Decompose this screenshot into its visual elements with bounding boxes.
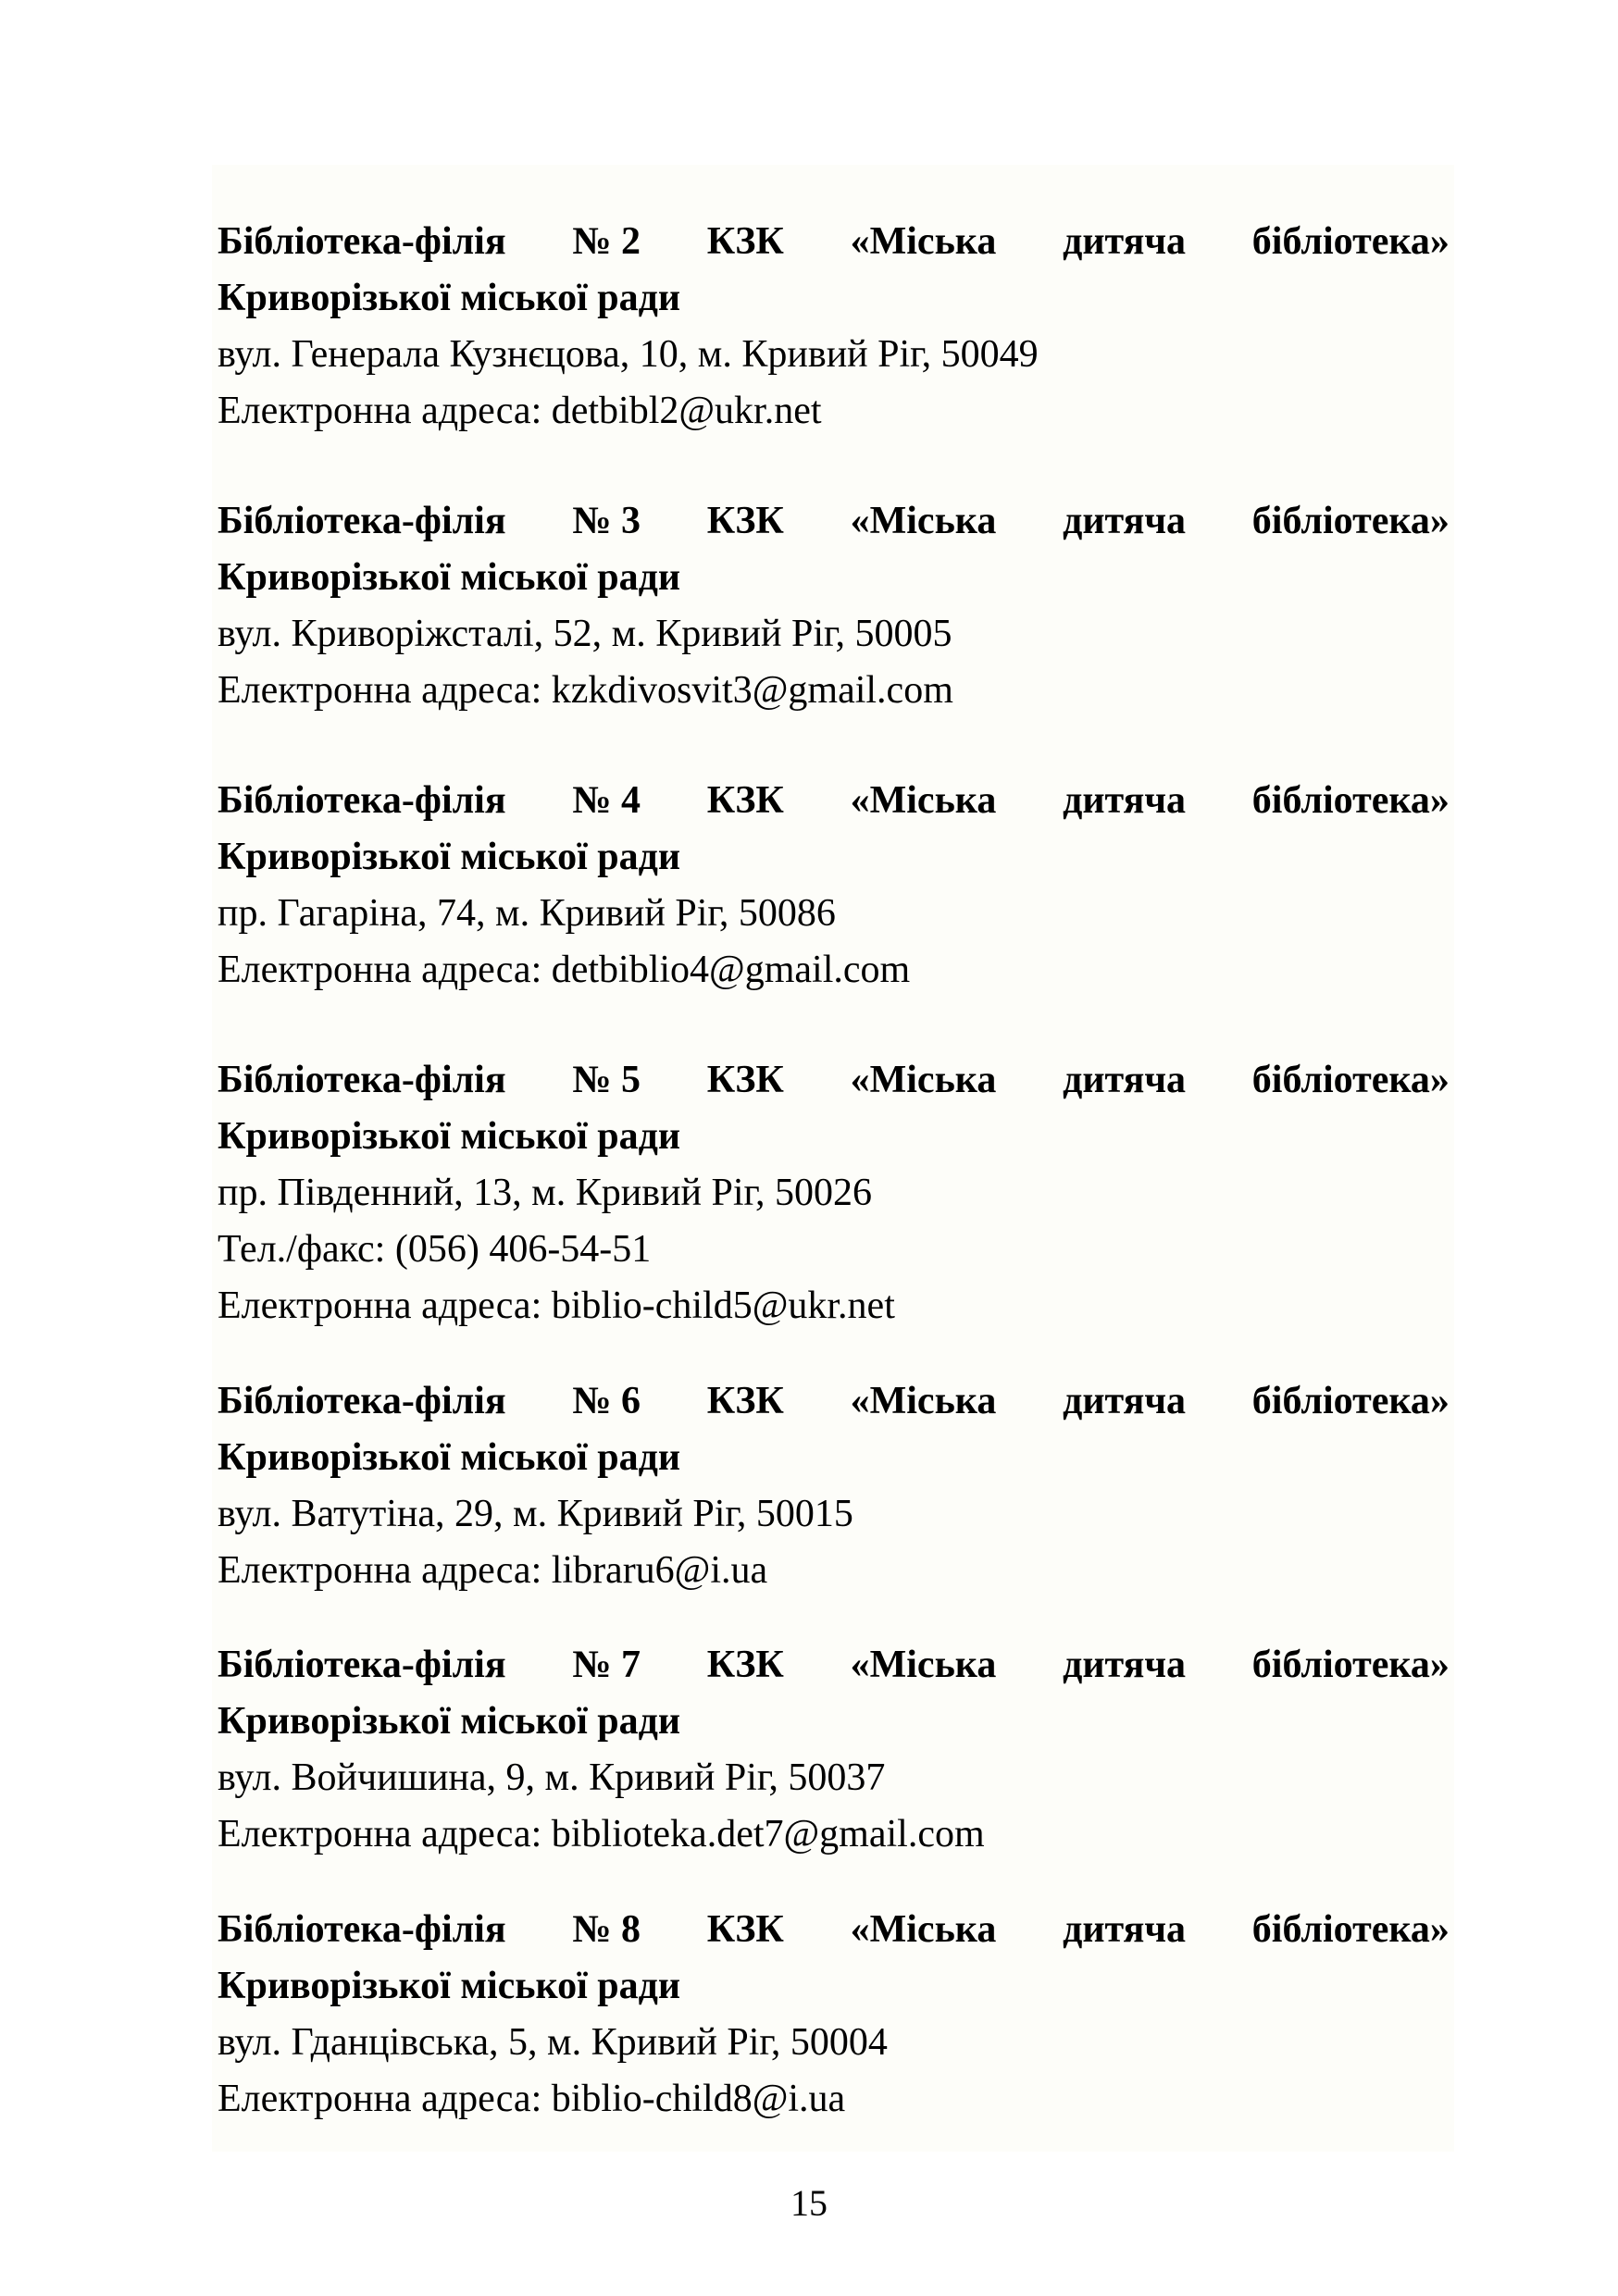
title-word: Бібліотека-філія [218,779,506,822]
library-entry-6 [218,1373,1450,1599]
entry-address: вул. Генерала Кузнєцова, 10, м. Кривий Ріг, 50049 [218,333,1039,376]
entry-phone: Тел./факс: (056) 406-54-51 [218,1228,652,1271]
entry-org: Криворізької міської ради [218,556,681,599]
entry-title [218,1052,1450,1109]
title-word: Бібліотека-філія [218,220,506,263]
title-word: бібліотека» [1251,1059,1450,1101]
title-word: № 5 [572,1059,641,1101]
title-word: дитяча [1063,500,1187,542]
page-number: 15 [790,2182,828,2224]
entry-email: Електронна адреса: detbiblio4@gmail.com [218,949,911,991]
library-entry-7 [218,1637,1450,1863]
title-word: бібліотека» [1251,1908,1450,1951]
entry-title [218,214,1450,270]
title-word: № 3 [572,500,641,542]
title-word: бібліотека» [1251,1380,1450,1422]
title-word: «Міська [850,220,997,263]
content-area [212,165,1454,2152]
title-word: КЗК [706,220,784,263]
library-entry-3 [218,493,1450,719]
entry-title [218,1373,1450,1430]
title-word: КЗК [706,1644,784,1686]
title-word: «Міська [850,1644,997,1686]
entry-email: Електронна адреса: kzkdivosvit3@gmail.com [218,669,953,712]
title-word: дитяча [1063,1059,1187,1101]
entry-email: Електронна адреса: libraru6@i.ua [218,1549,768,1592]
title-word: КЗК [706,1059,784,1101]
entry-email: Електронна адреса: detbibl2@ukr.net [218,390,822,432]
title-word: бібліотека» [1251,779,1450,822]
entry-org: Криворізької міської ради [218,1700,681,1743]
entry-address: пр. Південний, 13, м. Кривий Ріг, 50026 [218,1172,873,1214]
entry-title [218,493,1450,550]
title-word: дитяча [1063,779,1187,822]
entry-title [218,773,1450,829]
entry-address: пр. Гагаріна, 74, м. Кривий Ріг, 50086 [218,892,836,935]
title-word: № 4 [572,779,641,822]
title-word: КЗК [706,1380,784,1422]
title-word: дитяча [1063,1908,1187,1951]
title-word: «Міська [850,1908,997,1951]
title-word: Бібліотека-філія [218,1380,506,1422]
title-word: бібліотека» [1251,500,1450,542]
title-word: «Міська [850,1059,997,1101]
title-word: «Міська [850,500,997,542]
library-entry-2 [218,214,1450,440]
title-word: Бібліотека-філія [218,1908,506,1951]
entry-email: Електронна адреса: biblio-child8@i.ua [218,2078,846,2120]
entry-address: вул. Ватутіна, 29, м. Кривий Ріг, 50015 [218,1493,853,1535]
title-word: дитяча [1063,1380,1187,1422]
entry-address: вул. Криворіжсталі, 52, м. Кривий Ріг, 50005 [218,613,952,655]
title-word: дитяча [1063,1644,1187,1686]
entry-email: Електронна адреса: biblio-child5@ukr.net [218,1285,895,1327]
library-entry-8 [218,1902,1450,2128]
title-word: Бібліотека-філія [218,500,506,542]
title-word: бібліотека» [1251,220,1450,263]
title-word: № 7 [572,1644,641,1686]
entry-address: вул. Войчишина, 9, м. Кривий Ріг, 50037 [218,1756,886,1799]
title-word: КЗК [706,500,784,542]
title-word: Бібліотека-філія [218,1644,506,1686]
title-word: Бібліотека-філія [218,1059,506,1101]
title-word: КЗК [706,1908,784,1951]
title-word: «Міська [850,1380,997,1422]
title-word: № 8 [572,1908,641,1951]
title-word: дитяча [1063,220,1187,263]
library-entry-4 [218,773,1450,999]
title-word: № 6 [572,1380,641,1422]
title-word: бібліотека» [1251,1644,1450,1686]
entry-org: Криворізької міської ради [218,1436,681,1479]
title-word: № 2 [572,220,641,263]
library-entry-5 [218,1052,1450,1334]
entry-title [218,1637,1450,1694]
entry-org: Криворізької міської ради [218,1965,681,2007]
entry-email: Електронна адреса: biblioteka.det7@gmail.com [218,1813,985,1855]
entry-address: вул. Гданцівська, 5, м. Кривий Ріг, 50004 [218,2021,888,2064]
title-word: КЗК [706,779,784,822]
title-word: «Міська [850,779,997,822]
entry-org: Криворізької міської ради [218,277,681,319]
entry-org: Криворізької міської ради [218,1115,681,1158]
entry-org: Криворізької міської ради [218,836,681,878]
entry-title [218,1902,1450,1958]
